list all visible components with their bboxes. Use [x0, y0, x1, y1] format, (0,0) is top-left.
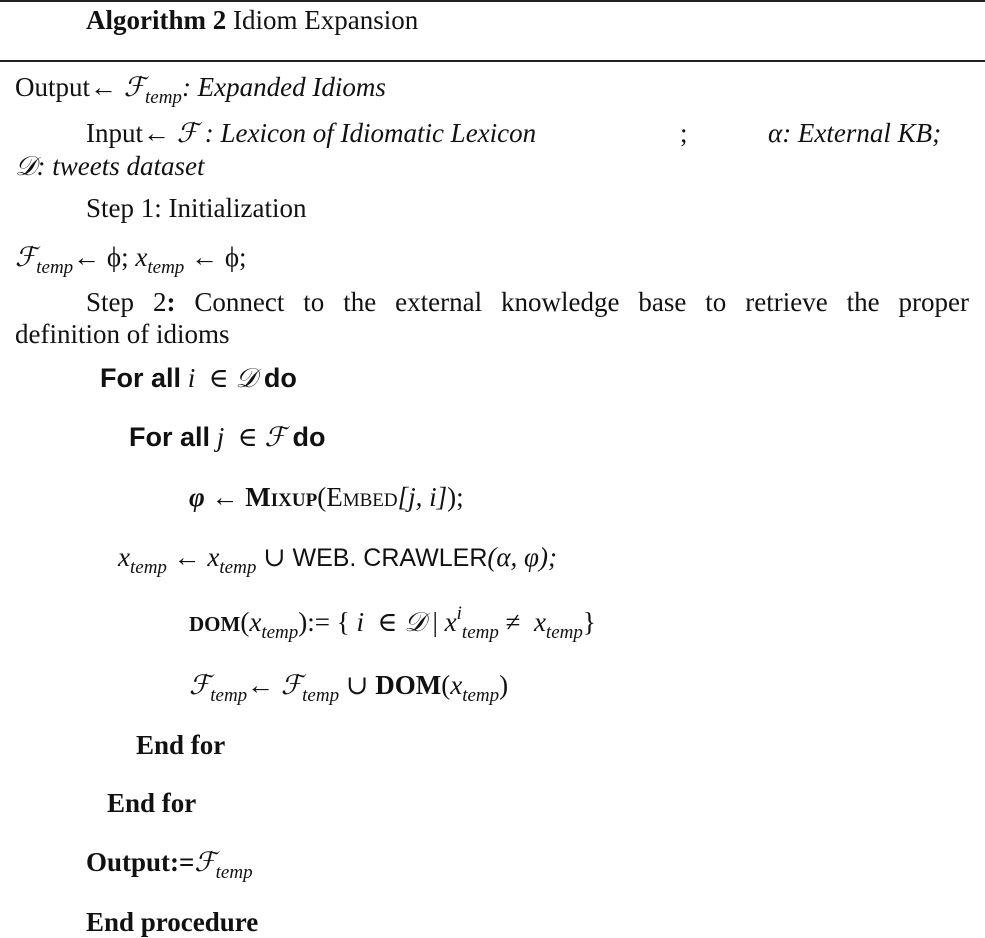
algorithm-label: Algorithm 2 — [86, 5, 227, 35]
f-symbol: ℱ — [194, 847, 216, 877]
do-keyword: do — [263, 363, 297, 393]
end-for-outer: End for — [107, 788, 197, 818]
phi-symbol: ϕ; — [106, 242, 129, 272]
for-loop-outer — [100, 362, 297, 394]
top-rule — [0, 0, 985, 2]
close-paren: ); — [447, 482, 464, 512]
x-symbol: x — [207, 542, 220, 572]
subscript: temp — [461, 622, 499, 643]
alpha-description: : External KB; — [782, 118, 942, 148]
left-arrow-icon: ← — [143, 118, 170, 148]
f-symbol: ℱ — [176, 118, 198, 148]
d-symbol: 𝒟 — [235, 363, 258, 393]
alpha-symbol: α — [768, 118, 783, 148]
mixup-statement — [189, 481, 464, 513]
assign-open: ):= { — [298, 607, 350, 637]
crawler-function: WEB. CRAWLER — [292, 544, 488, 572]
subscript: temp — [545, 622, 583, 643]
for-keyword: For all — [129, 422, 211, 452]
f-symbol: ℱ — [123, 72, 145, 102]
separator: ; — [680, 118, 688, 148]
step-2: Step 2: Connect to the external knowledge base to retrieve the proper — [86, 287, 969, 317]
f-symbol: ℱ — [15, 242, 37, 272]
x-symbol: x — [444, 607, 457, 637]
close-brace: } — [582, 607, 596, 637]
input-description: : Lexicon of Idiomatic Lexicon — [197, 118, 537, 148]
dataset-description: : tweets dataset — [36, 151, 205, 181]
left-arrow-icon: ← — [247, 670, 275, 700]
algorithm-title — [86, 4, 418, 36]
input-declaration-cont — [15, 150, 205, 182]
mixup-function: Mixup — [245, 482, 318, 512]
subscript: temp — [210, 685, 248, 706]
final-output — [86, 846, 253, 882]
subscript: temp — [219, 557, 257, 578]
subscript: temp — [302, 685, 340, 706]
init-statement — [15, 241, 247, 277]
input-keyword: Input — [86, 118, 143, 148]
output-keyword: Output — [15, 72, 91, 102]
subscript: temp — [215, 862, 253, 883]
output-keyword: Output:= — [86, 847, 195, 877]
d-symbol: 𝒟 — [15, 151, 37, 181]
f-symbol: ℱ — [189, 670, 211, 700]
not-equal: ≠ — [505, 607, 521, 637]
open-paren: ( — [317, 482, 327, 512]
dom-function: DOM — [189, 612, 241, 636]
for-keyword: For all — [100, 363, 182, 393]
algorithm-name: Idiom Expansion — [232, 5, 419, 35]
loop-var: j — [216, 422, 225, 452]
such-that: | — [432, 607, 438, 637]
subscript: temp — [129, 557, 167, 578]
x-symbol: x — [135, 242, 148, 272]
union-statement — [189, 669, 508, 705]
do-keyword: do — [292, 422, 326, 452]
dom-definition — [189, 603, 596, 643]
union-symbol: ∪ — [345, 670, 369, 700]
f-symbol: ℱ — [280, 670, 303, 700]
subscript: temp — [147, 257, 185, 278]
subscript: temp — [261, 622, 299, 643]
element-of: ∈ — [208, 363, 229, 393]
left-arrow-icon: ← — [191, 242, 219, 272]
x-symbol: x — [533, 607, 546, 637]
output-description: : Expanded Idioms — [181, 72, 386, 102]
d-symbol: 𝒟 — [404, 607, 426, 637]
close-paren: ) — [499, 670, 509, 700]
end-for-inner: End for — [136, 730, 226, 760]
left-arrow-icon: ← — [90, 72, 118, 102]
loop-var: i — [187, 363, 196, 393]
element-of: ∈ — [237, 422, 258, 452]
x-symbol: x — [249, 607, 262, 637]
end-procedure: End procedure — [86, 907, 259, 937]
input-declaration — [86, 117, 969, 149]
subscript: temp — [462, 685, 500, 706]
subscript: temp — [36, 257, 74, 278]
for-loop-inner — [129, 421, 326, 453]
superscript: i — [456, 603, 462, 624]
dom-function: DOM — [375, 670, 442, 700]
crawler-args: (α, φ); — [487, 542, 557, 572]
left-arrow-icon: ← — [173, 542, 201, 572]
x-symbol: x — [450, 670, 463, 700]
embed-function: Embed — [326, 482, 398, 512]
step-2-cont: definition of idioms — [15, 319, 230, 349]
output-declaration — [15, 71, 386, 107]
union-symbol: ∪ — [263, 542, 286, 572]
phi-symbol: φ — [189, 482, 205, 512]
open-paren: ( — [441, 670, 451, 700]
element-of: ∈ — [377, 607, 398, 637]
f-symbol: ℱ — [264, 422, 286, 452]
left-arrow-icon: ← — [211, 482, 239, 512]
step-1: Step 1: Initialization — [86, 193, 307, 223]
embed-args: [j, i] — [397, 482, 448, 512]
left-arrow-icon: ← — [73, 242, 101, 272]
header-rule — [0, 60, 985, 62]
x-symbol: x — [118, 542, 130, 572]
phi-symbol: ϕ; — [224, 242, 247, 272]
i-symbol: i — [356, 607, 364, 637]
subscript: temp — [145, 87, 182, 108]
open-paren: ( — [240, 607, 250, 637]
crawl-statement — [118, 541, 557, 577]
